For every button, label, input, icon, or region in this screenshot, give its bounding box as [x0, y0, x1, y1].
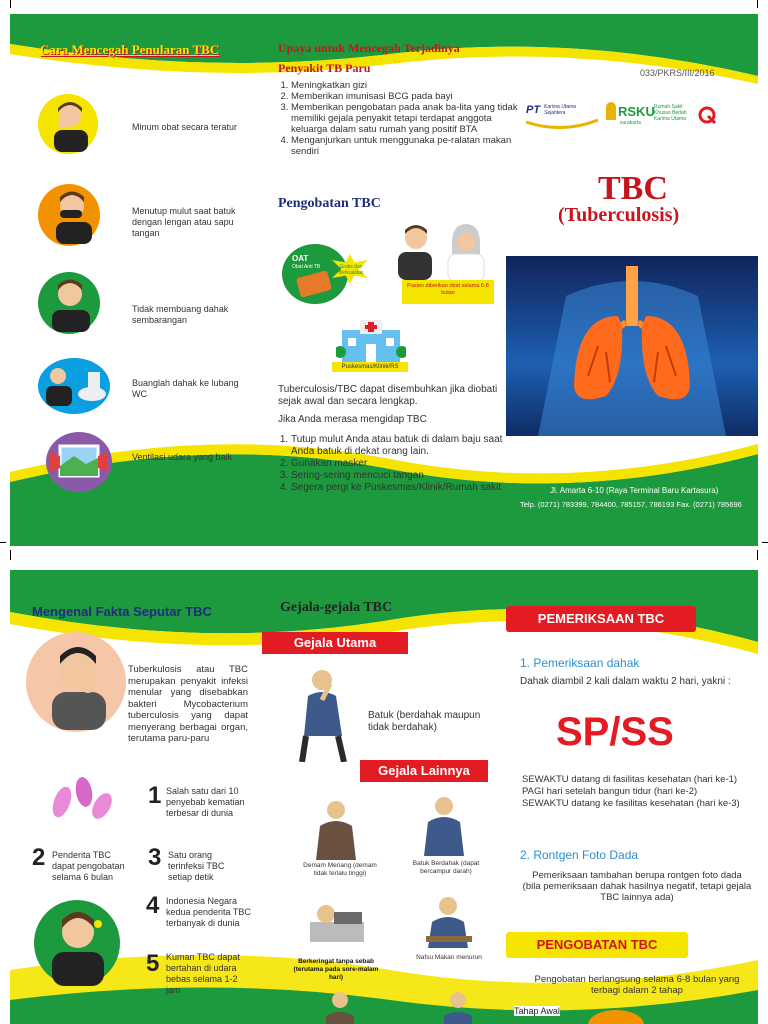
coughing-man-icon: [292, 666, 354, 762]
tbc-subtitle: (Tuberculosis): [558, 204, 680, 226]
fact-text: Kuman TBC dapat bertahan di udara bebas selama 1-2 jam: [166, 952, 240, 995]
facts-title: Mengenal Fakta Seputar TBC: [32, 604, 212, 619]
clinic-icon: [336, 316, 406, 366]
nurse-icon: [442, 220, 486, 282]
exam-1-text: Dahak diambil 2 kali dalam waktu 2 hari, yakni :: [520, 676, 731, 687]
patient-note: Pasien diberikan obat selama 6-8 bulan: [407, 283, 489, 296]
person-thinking-icon: [34, 900, 120, 986]
prevention-text: Ventilasi udara yang baik: [132, 452, 233, 462]
crop-mark: [762, 542, 768, 543]
oat-label: OAT: [292, 254, 309, 263]
crop-mark: [0, 542, 6, 543]
rsku-full-name: Rumah Sakit Khusus Bedah Karima Utama: [654, 104, 687, 122]
treatment-title: Pengobatan TBC: [278, 196, 381, 211]
address-line: Jl. Amarta 6-10 (Raya Terminal Baru Kartasura): [550, 486, 719, 495]
fact-text: Penderita TBC dapat pengobatan selama 6 bulan: [52, 850, 125, 882]
symptom-text: Batuk Berdahak (dapat bercampur darah): [412, 860, 480, 875]
sweating-icon: [306, 892, 368, 948]
exam-title: PEMERIKSAAN TBC: [506, 606, 696, 632]
sp-line: SEWAKTU datang ke fasilitas kesehatan (hari ke-3): [522, 798, 740, 809]
phone-line: Telp. (0271) 783399, 784400, 785157, 786193 Fax. (0271) 785696: [520, 500, 742, 509]
brochure-inside: [10, 570, 758, 1024]
fact-text: Indonesia Negara kedua penderita TBC terbanyak di dunia: [166, 896, 251, 928]
bacteria-icon: [44, 774, 118, 824]
prevention-text: Tidak membuang dahak sembarangan: [132, 304, 229, 325]
burst-text: Gratis dan Berkualitas: [338, 264, 364, 276]
effort-list-item: 2. Memberikan imunisasi BCG pada bayi: [291, 91, 521, 102]
exam-1-title: 1. Pemeriksaan dahak: [520, 656, 640, 670]
crop-mark: [757, 0, 758, 8]
treatment-step: 3. Sering-sering mencuci tangan: [291, 470, 521, 482]
fact-text: Satu orang terinfeksi TBC setiap detik: [168, 850, 225, 882]
symptom-text: Nafsu Makan menurun: [416, 954, 482, 961]
karima-logo-name: Karima Utama Sejahtera: [544, 104, 576, 116]
treatment-duration-text: Pengobatan berlangsung selama 6-8 bulan yang terbagi dalam 2 tahap: [534, 974, 740, 996]
exam-2-text: Pemeriksaan tambahan berupa rontgen foto dada (bila pemeriksaan dahak hasilnya negatif, tetapi gejala TBC lainnya ada): [522, 870, 752, 903]
sp-line: PAGI hari setelah bangun tidur (hari ke-2): [522, 786, 698, 797]
other-symptom-label: Gejala Lainnya: [360, 760, 488, 782]
fact-number: 4: [146, 892, 160, 919]
fact-text: Salah satu dari 10 penyebab kematian terbesar di dunia: [166, 786, 245, 818]
effort-list-item: 4. Menganjurkan untuk menggunaka pe-ralatan makan sendiri: [291, 135, 521, 157]
symptom-icon: [320, 988, 360, 1024]
symptom-icon: [438, 988, 478, 1024]
treatment-steps: [278, 434, 521, 494]
effort-title: Upaya untuk Mencegah Terjadinya Penyakit TB Paru: [278, 41, 460, 75]
person-covering-cough-icon: [38, 184, 100, 246]
prevention-text: Buanglah dahak ke lubang WC: [132, 378, 239, 399]
crop-mark: [10, 0, 11, 8]
symptoms-title: Gejala-gejala TBC: [280, 600, 393, 615]
rsku-logo: [606, 98, 726, 132]
pill-pack-icon: [296, 270, 332, 298]
exam-2-title: 2. Rontgen Foto Dada: [520, 848, 639, 862]
treatment-title-2: PENGOBATAN TBC: [506, 932, 688, 958]
facts-intro: Tuberkulosis atau TBC merupakan penyakit infeksi menular yang disebabkan bakteri Mycobacterium tuberculosis yang dapat menyerang berbagai organ, terutama paru-paru: [128, 664, 248, 744]
stage-label: Tahap Awal: [514, 1006, 560, 1016]
spss-label: SP/SS: [556, 710, 674, 754]
person-taking-medicine-icon: [38, 94, 98, 154]
effort-list: [278, 80, 521, 157]
karima-logo: [524, 100, 600, 130]
prevention-text: Minum obat secara teratur: [132, 122, 238, 132]
lungs-image: [506, 256, 758, 436]
effort-list-item: 3. Memberikan pengobatan pada anak ba-lita yang tidak memiliki gejala penyakit tetapi terdapat anggota keluarga dalam satu rumah yang positif BTA: [291, 102, 521, 135]
crop-mark: [10, 550, 11, 560]
clinic-label: Puskesmas/Klinik/RS: [332, 362, 408, 372]
rsku-emblem: [606, 102, 616, 120]
fact-number: 3: [148, 844, 162, 871]
appetite-loss-icon: [424, 892, 474, 948]
sp-line: SEWAKTU datang di fasilitas kesehatan (hari ke-1): [522, 774, 738, 785]
prevention-text: Menutup mulut saat batuk dengan lengan atau sapu tangan: [132, 206, 236, 238]
treatment-step: 4. Segera pergi ke Puskesmas/Klinik/Rumah sakit: [291, 482, 521, 494]
prevention-title: Cara Mencegah Penularan TBC: [40, 42, 220, 57]
sp-list: [522, 774, 758, 810]
symptom-text: Berkeringat tanpa sebab (terutama pada sore-malam hari): [293, 958, 379, 981]
symptom-text: Demam Meriang (demam tidak terlalu tinggi): [303, 862, 377, 877]
fact-number: 1: [148, 782, 162, 809]
effort-list-item: 1. Meningkatkan gizi: [291, 80, 521, 91]
brochure-outside: [10, 14, 758, 546]
toilet-icon: [38, 358, 110, 414]
patient-note-box: [402, 280, 494, 304]
treatment-paragraph: Tuberculosis/TBC dapat disembuhkan jika diobati sejak awal dan secara lengkap.: [278, 384, 498, 407]
karima-logo-pt: PT: [526, 104, 541, 116]
rsku-logo-text: RSKU: [618, 104, 655, 119]
window-ventilation-icon: [46, 432, 112, 492]
main-symptom-text: Batuk (berdahak maupun tidak berdahak): [368, 710, 481, 733]
treatment-step: 2. Gunakan masker: [291, 458, 521, 470]
coughing-person-icon: [26, 632, 126, 732]
crop-mark: [757, 550, 758, 560]
document-code: 033/PKRS/III/2016: [640, 68, 715, 78]
main-symptom-label: Gejala Utama: [262, 632, 408, 654]
doctor-icon: [394, 220, 434, 280]
person-thinking-icon: [38, 272, 100, 334]
treatment-step: 1. Tutup mulut Anda atau batuk di dalam baju saat Anda batuk di dekat orang lain.: [291, 434, 521, 458]
fever-icon: [312, 796, 362, 860]
q-logo-icon: [698, 106, 716, 124]
fact-number: 2: [32, 844, 46, 871]
rsku-city: surakarta: [620, 120, 641, 126]
oat-sub: Obat Anti TB: [292, 264, 321, 270]
coughing-blood-icon: [422, 792, 468, 856]
treatment-question: Jika Anda merasa mengidap TBC: [278, 414, 427, 425]
tbc-title: TBC: [598, 170, 668, 207]
fact-number: 5: [146, 950, 160, 977]
